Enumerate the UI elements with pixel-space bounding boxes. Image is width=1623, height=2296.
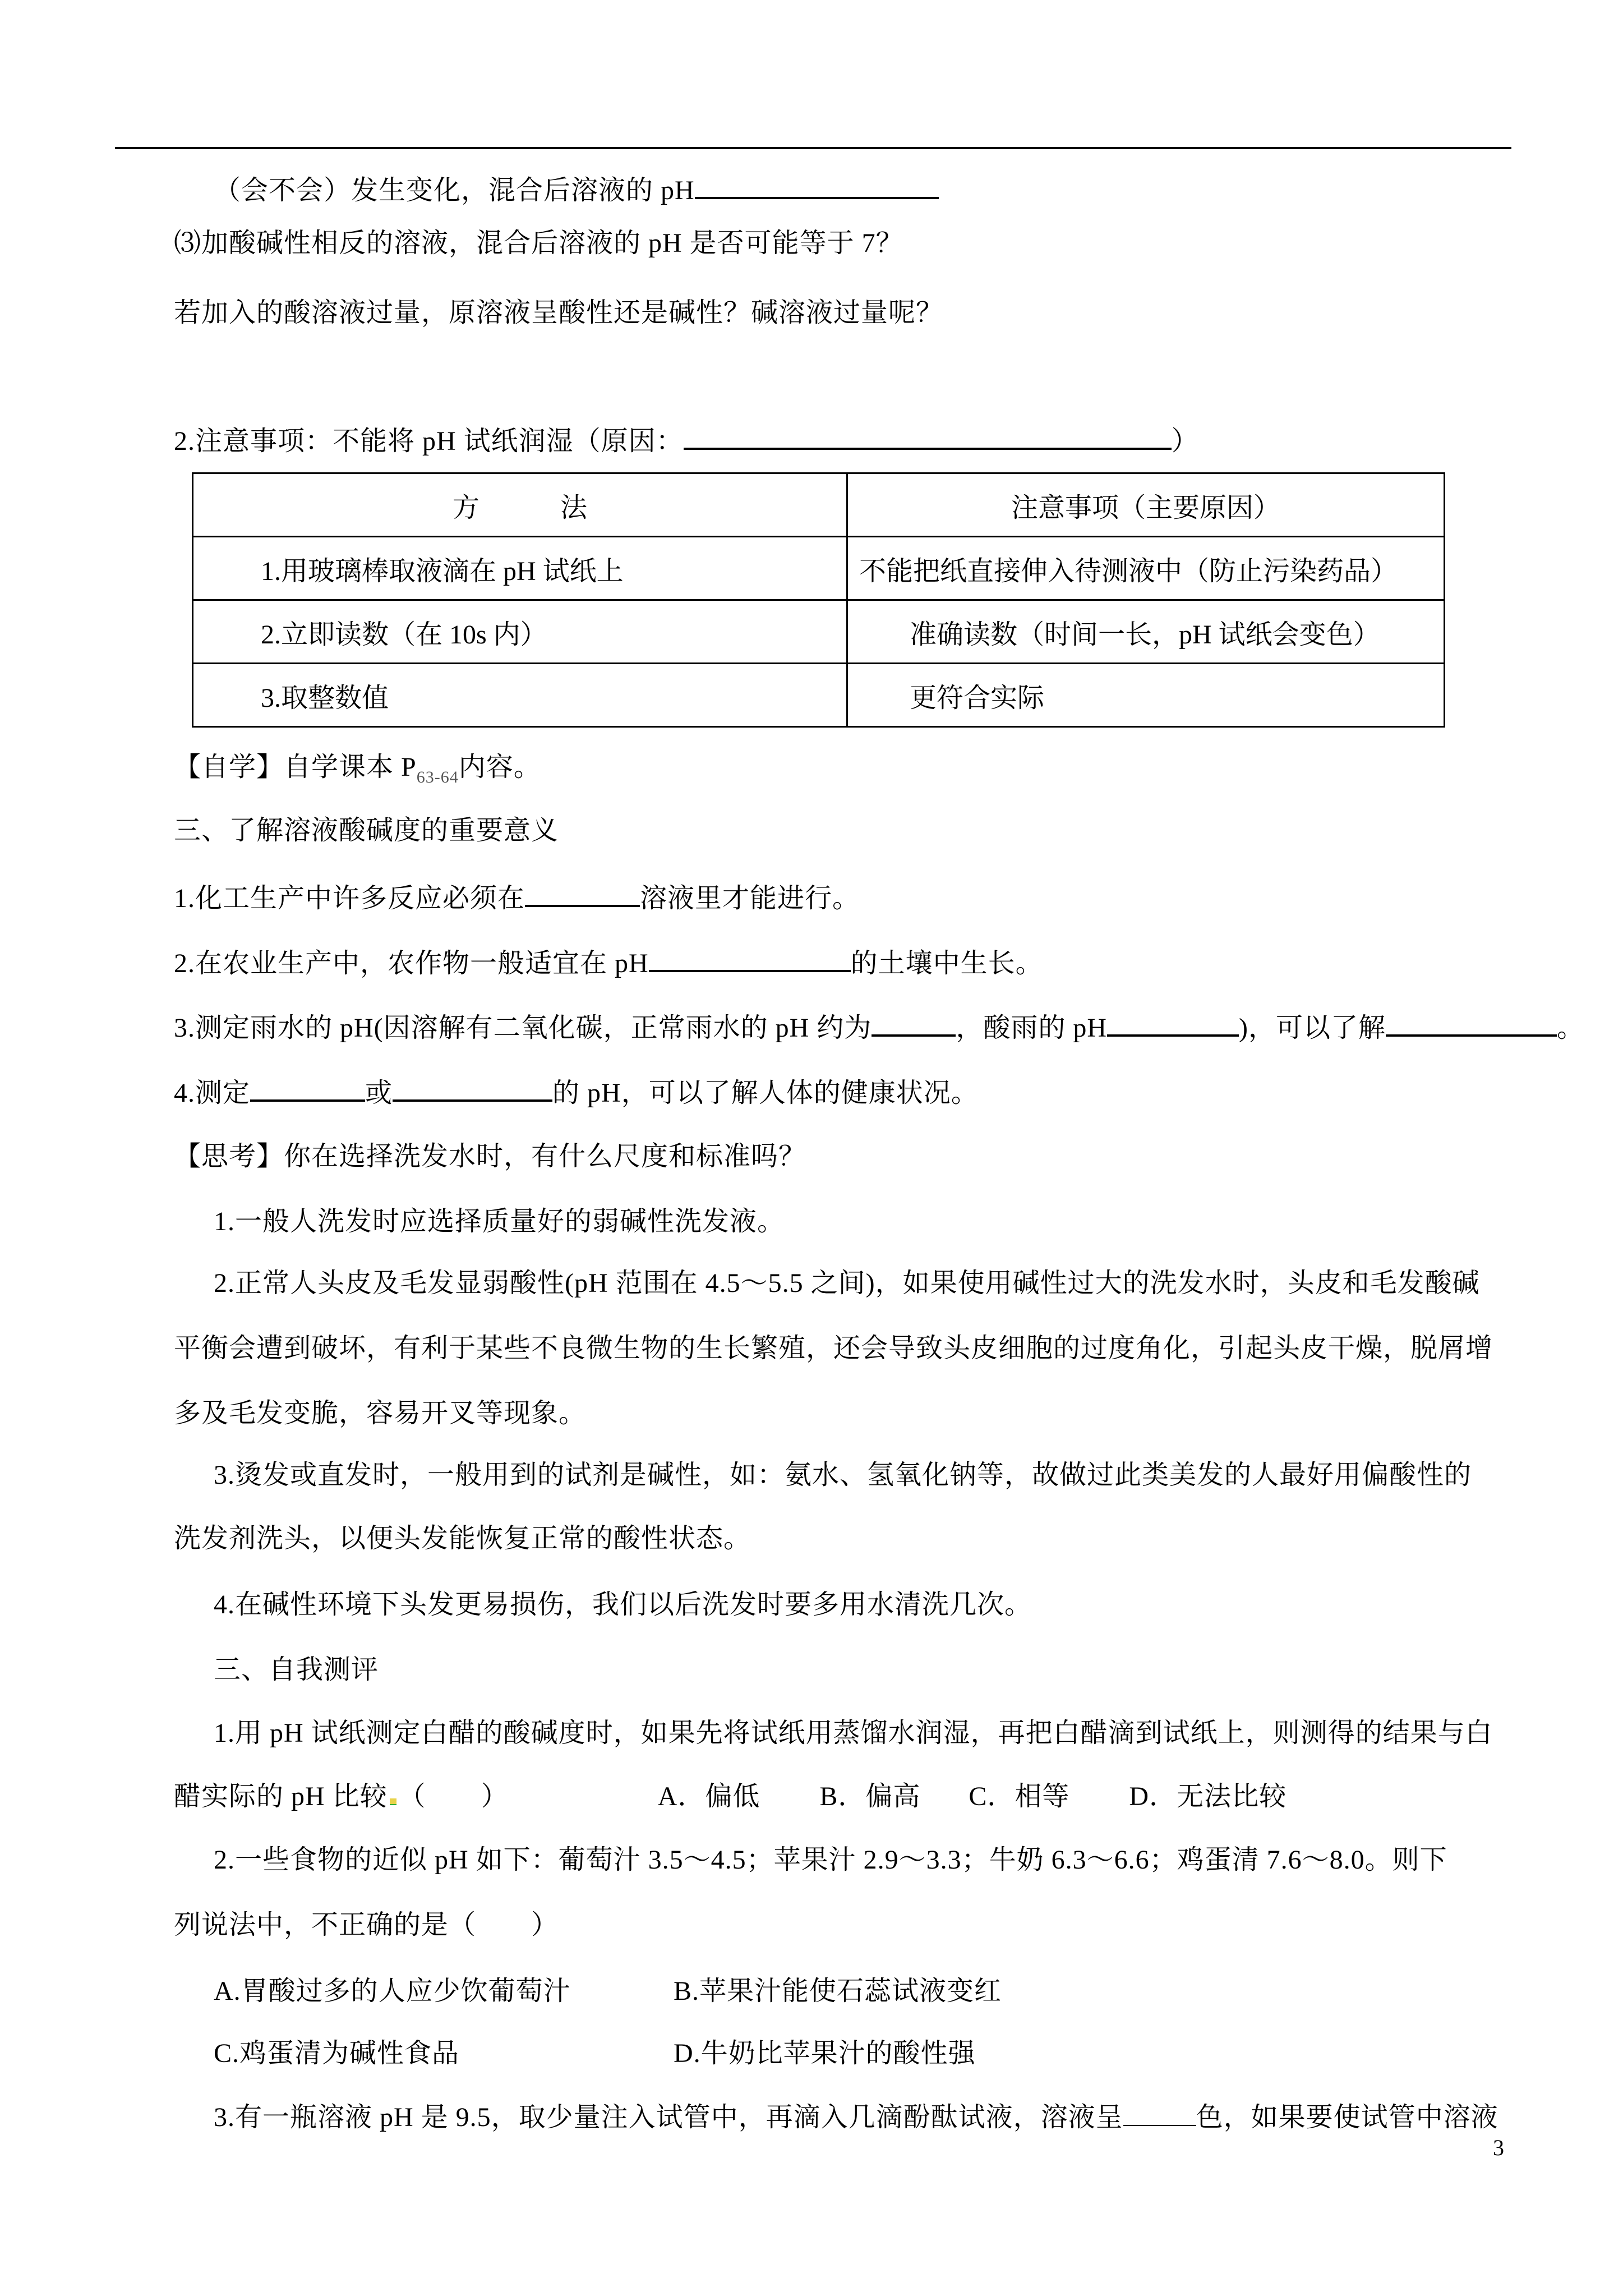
eval-question-1-cont	[174, 1780, 1287, 1814]
page-range-subscript: 63-64	[416, 768, 459, 786]
text: 的 pH，可以了解人体的健康状况。	[552, 1078, 979, 1108]
eval-question-2-options-ab	[214, 1975, 1002, 2008]
cell-method: 2.立即读数（在 10s 内）	[193, 600, 847, 664]
text: 2.在农业生产中，农作物一般适宜在 pH	[174, 949, 649, 978]
table-row	[193, 537, 1445, 600]
text: 1.化工生产中许多反应必须在	[174, 884, 525, 913]
cell-note: 更符合实际	[847, 664, 1445, 727]
cell-note: 不能把纸直接伸入待测液中（防止污染药品）	[847, 537, 1445, 600]
think-point-3-cont: 洗发剂洗头，以便头发能恢复正常的酸性状态。	[174, 1524, 751, 1553]
think-point-4: 4.在碱性环境下头发更易损伤，我们以后洗发时要多用水清洗几次。	[214, 1590, 1032, 1619]
table-row	[193, 600, 1445, 664]
think-title: 【思考】你在选择洗发水时，有什么尺度和标准吗？	[174, 1142, 806, 1171]
cell-note: 准确读数（时间一长，pH 试纸会变色）	[847, 600, 1445, 664]
think-point-1: 1.一般人洗发时应选择质量好的弱碱性洗发液。	[214, 1207, 785, 1236]
text: ，酸雨的 pH	[956, 1013, 1107, 1043]
header-rule	[115, 147, 1511, 149]
section-3-item-3	[174, 1010, 1584, 1045]
text: 。	[1557, 1013, 1585, 1043]
text: 3.有一瓶溶液 pH 是 9.5，取少量注入试管中，再滴入几滴酚酞试液，溶液呈	[214, 2102, 1123, 2132]
text: 4.测定	[174, 1078, 251, 1108]
text: 【自学】自学课本 P	[174, 752, 417, 782]
option-b[interactable]: B．偏高	[819, 1782, 921, 1811]
cell-method: 1.用玻璃棒取液滴在 pH 试纸上	[193, 537, 847, 600]
section-3-item-4	[174, 1075, 979, 1110]
text: 或	[365, 1078, 393, 1108]
answer-paren[interactable]: （ ）	[398, 1782, 509, 1811]
option-a[interactable]: A．偏低	[657, 1782, 760, 1811]
text: ）	[1171, 426, 1199, 456]
answer-blank[interactable]	[872, 1010, 956, 1037]
page-number: 3	[1493, 2135, 1504, 2160]
section-3-title: 三、了解溶液酸碱度的重要意义	[174, 816, 559, 845]
text: 色，如果要使试管中溶液	[1196, 2102, 1498, 2132]
self-eval-title: 三、自我测评	[214, 1655, 379, 1685]
answer-blank[interactable]	[393, 1075, 552, 1102]
text: 的土壤中生长。	[850, 949, 1043, 978]
answer-blank[interactable]	[649, 945, 851, 972]
section-3-item-2	[174, 945, 1043, 981]
option-b[interactable]: B.苹果汁能使石蕊试液变红	[674, 1976, 1002, 2006]
answer-blank[interactable]	[1386, 1010, 1557, 1037]
header-notes: 注意事项（主要原因）	[847, 473, 1445, 537]
think-point-2-cont: 平衡会遭到破坏，有利于某些不良微生物的生长繁殖，还会导致头皮细胞的过度角化，引起头皮干燥，脱屑增	[174, 1333, 1493, 1363]
option-d[interactable]: D.牛奶比苹果汁的酸性强	[674, 2039, 976, 2068]
line-mixed-ph	[214, 172, 939, 208]
annotation-marker-icon	[390, 1798, 396, 1805]
question-3-followup: 若加入的酸溶液过量，原溶液呈酸性还是碱性？碱溶液过量呢？	[174, 298, 944, 328]
option-d[interactable]: D．无法比较	[1129, 1782, 1287, 1811]
think-point-3: 3.烫发或直发时，一般用到的试剂是碱性，如：氨水、氢氧化钠等，故做过此类美发的人最好用偏酸性的	[214, 1460, 1472, 1490]
header-method: 方 法	[193, 473, 847, 537]
text: （会不会）发生变化，混合后溶液的 pH	[214, 176, 695, 205]
option-c[interactable]: C．相等	[969, 1782, 1070, 1811]
eval-question-3	[214, 2100, 1498, 2134]
text: )，可以了解	[1239, 1013, 1386, 1043]
eval-question-2-options-cd	[214, 2037, 976, 2070]
text: 3.测定雨水的 pH(因溶解有二氧化碳，正常雨水的 pH 约为	[174, 1013, 872, 1043]
notes-line	[174, 423, 1199, 458]
eval-question-2-cont: 列说法中，不正确的是（ ）	[174, 1910, 559, 1940]
answer-blank[interactable]	[525, 880, 640, 907]
question-3: ⑶加酸碱性相反的溶液，混合后溶液的 pH 是否可能等于 7？	[174, 228, 903, 258]
think-point-2: 2.正常人头皮及毛发显弱酸性(pH 范围在 4.5～5.5 之间)，如果使用碱性过大的洗发水时，头皮和毛发酸碱	[214, 1268, 1480, 1298]
option-a[interactable]: A.胃酸过多的人应少饮葡萄汁	[214, 1976, 571, 2006]
text: 醋实际的 pH 比较	[174, 1782, 388, 1811]
eval-question-1: 1.用 pH 试纸测定白醋的酸碱度时，如果先将试纸用蒸馏水润湿，再把白醋滴到试纸上，则测得的结果与白	[214, 1718, 1493, 1748]
answer-blank[interactable]	[250, 1075, 365, 1102]
table-header-row	[193, 473, 1445, 537]
eval-question-2: 2.一些食物的近似 pH 如下：葡萄汁 3.5～4.5；苹果汁 2.9～3.3；牛奶 6.3～6.6；鸡蛋清 7.6～8.0。则下	[214, 1845, 1447, 1875]
answer-blank[interactable]	[695, 172, 939, 199]
answer-blank[interactable]	[1123, 2100, 1196, 2126]
table-row	[193, 664, 1445, 727]
self-study-line	[174, 751, 541, 794]
answer-blank[interactable]	[1107, 1010, 1239, 1037]
text: 2.注意事项：不能将 pH 试纸润湿（原因：	[174, 426, 684, 456]
section-3-item-1	[174, 880, 860, 915]
option-c[interactable]: C.鸡蛋清为碱性食品	[214, 2039, 460, 2068]
cell-method: 3.取整数值	[193, 664, 847, 727]
text: 溶液里才能进行。	[640, 884, 860, 913]
think-point-2-cont: 多及毛发变脆，容易开叉等现象。	[174, 1398, 587, 1428]
reason-blank[interactable]	[684, 423, 1172, 450]
ph-method-table	[192, 472, 1445, 728]
text: 内容。	[458, 752, 541, 782]
